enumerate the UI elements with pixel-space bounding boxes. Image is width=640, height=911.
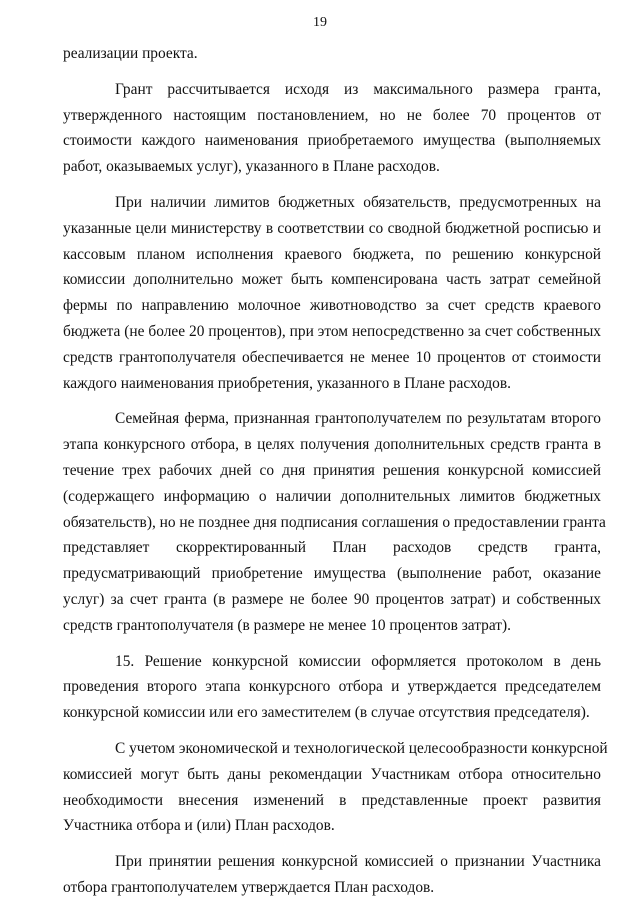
paragraph [63, 77, 601, 180]
text-line: комиссии дополнительно может быть компенсирована часть затрат семейной [63, 271, 601, 289]
document-body [63, 41, 608, 911]
text-line: При принятии решения конкурсной комиссией о признании Участника [115, 853, 601, 871]
text-line: стоимости каждого наименования приобретаемого имущества (выполняемых [63, 132, 601, 150]
paragraph [63, 736, 608, 839]
text-line: При наличии лимитов бюджетных обязательств, предусмотренных на [115, 193, 601, 211]
text-line: предусматривающий приобретение имущества (выполнение работ, оказание [63, 565, 601, 583]
text-line: услуг) за счет гранта (в размере не более 90 процентов затрат) и собственных [63, 590, 601, 608]
text-line: реализации проекта. [63, 45, 198, 62]
text-line: проведения второго этапа конкурсного отбора и утверждается председателем [63, 678, 601, 696]
text-line: указанные цели министерству в соответствии со сводной бюджетной росписью и [63, 219, 601, 237]
paragraph [63, 849, 601, 901]
text-line: работ, оказываемых услуг), указанного в Плане расходов. [63, 158, 440, 176]
text-line: 15. Решение конкурсной комиссии оформляется протоколом в день [115, 652, 601, 670]
text-line: представляет скорректированный План расходов средств гранта, [63, 539, 601, 557]
paragraph [63, 406, 606, 638]
text-line: средств грантополучателя обеспечивается не менее 10 процентов от стоимости [63, 348, 601, 366]
text-line: каждого наименования приобретения, указанного в Плане расходов. [63, 374, 511, 392]
text-line: комиссией могут быть даны рекомендации Участникам отбора относительно [63, 765, 601, 783]
text-line: фермы по направлению молочное животноводство за счет средств краевого [63, 297, 601, 315]
text-line: течение трех рабочих дней со дня принятия решения конкурсной комиссией [63, 461, 601, 479]
text-line: Семейная ферма, признанная грантополучателем по результатам второго [115, 410, 601, 428]
text-line: (содержащего информацию о наличии дополнительных лимитов бюджетных [63, 487, 601, 505]
text-line: С учетом экономической и технологической целесообразности конкурсной [115, 739, 608, 757]
text-line: отбора грантополучателем утверждается План расходов. [63, 878, 435, 896]
text-line: необходимости внесения изменений в представленные проект развития [63, 791, 601, 809]
text-line: кассовым планом исполнения краевого бюджета, по решению конкурсной [63, 245, 601, 263]
paragraph [63, 190, 601, 396]
page-number: 19 [313, 15, 327, 30]
text-line: Грант рассчитывается исходя из максимального размера гранта, [115, 80, 601, 98]
text-line: утвержденного настоящим постановлением, но не более 70 процентов от [63, 106, 601, 124]
text-line: конкурсной комиссии или его заместителем (в случае отсутствия председателя). [63, 704, 590, 722]
text-line: средств грантополучателя (в размере не менее 10 процентов затрат). [63, 616, 511, 634]
paragraph [63, 649, 601, 726]
text-line: обязательств), но не позднее дня подписания соглашения о предоставлении гранта [63, 513, 606, 531]
text-line: этапа конкурсного отбора, в целях получения дополнительных средств гранта в [63, 436, 601, 454]
text-line: бюджета (не более 20 процентов), при этом непосредственно за счет собственных [63, 322, 601, 340]
text-line: Участника отбора и (или) План расходов. [63, 817, 335, 835]
paragraph [63, 41, 601, 67]
